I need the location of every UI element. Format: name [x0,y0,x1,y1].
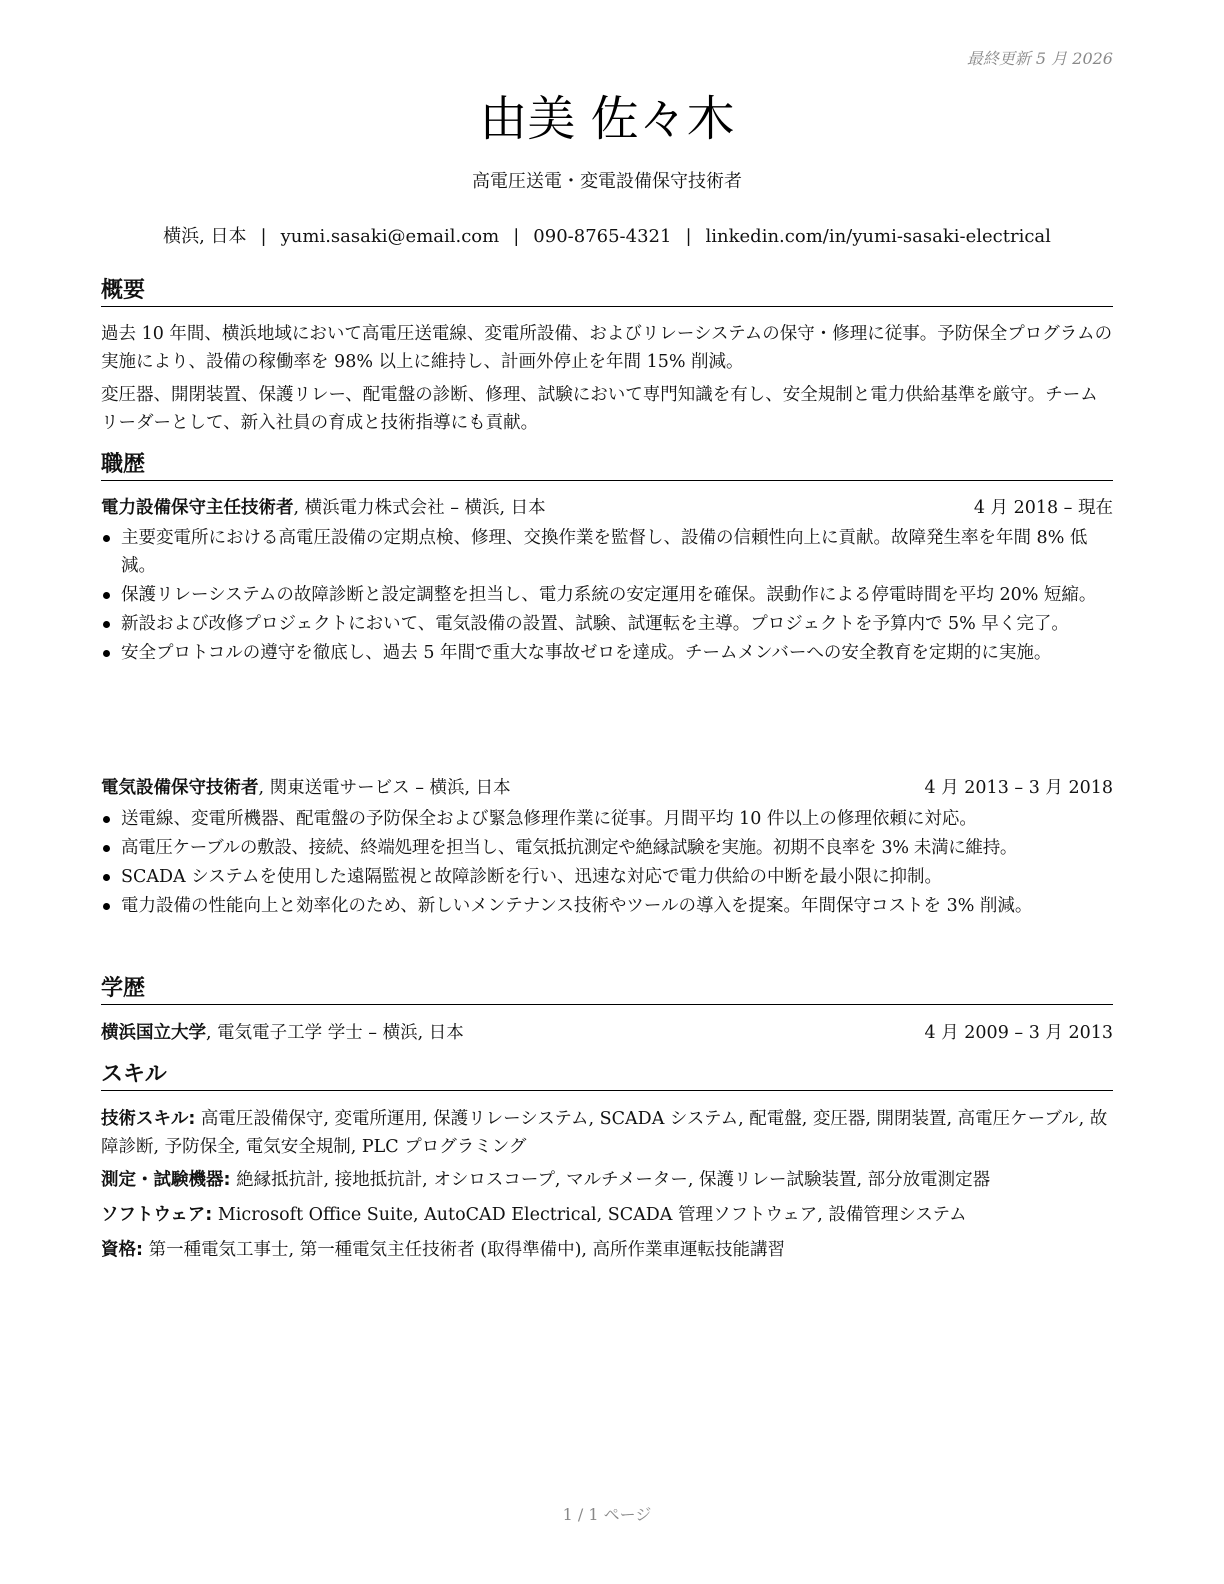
list-item: SCADA システムを使用した遠隔監視と故障診断を行い、迅速な対応で電力供給の中断を最小限に抑制。 [101,863,1113,891]
bullet-icon [103,816,110,823]
degree-info: , 電気電子工学 学士 – 横浜, 日本 [206,1023,464,1043]
bullet-icon [103,650,110,657]
summary-paragraph: 変圧器、開閉装置、保護リレー、配電盤の診断、修理、試験において専門知識を有し、安全規制と電力供給基準を厳守。チームリーダーとして、新入社員の育成と技術指導にも貢献。 [101,385,1098,433]
job-title: 電力設備保守主任技術者 [101,498,294,518]
bullet-icon [103,845,110,852]
contact-separator: | [685,226,692,247]
job-dates: 4 月 2018 – 現在 [973,498,1113,518]
skill-label: ソフトウェア: [101,1205,213,1225]
page-number: 1 / 1 ページ [562,1505,652,1524]
job-employer: , 横浜電力株式会社 – 横浜, 日本 [293,498,546,518]
contact-email[interactable]: yumi.sasaki@email.com [280,226,500,247]
job-dates: 4 月 2013 – 3 月 2018 [924,778,1113,798]
list-item: 新設および改修プロジェクトにおいて、電気設備の設置、試験、試運転を主導。プロジェクトを予算内で 5% 早く完了。 [101,610,1113,638]
skill-label: 測定・試験機器: [101,1170,231,1190]
job-title: 電気設備保守技術者 [101,778,259,798]
skill-label: 資格: [101,1240,143,1260]
skill-line [101,1166,1113,1194]
skill-value: Microsoft Office Suite, AutoCAD Electrical, SCADA 管理ソフトウェア, 設備管理システム [212,1205,967,1225]
contact-separator: | [260,226,267,247]
skill-line [101,1236,1113,1264]
skill-value: 高電圧設備保守, 変電所運用, 保護リレーシステム, SCADA システム, 配電盤, 変圧器, 開閉装置, 高電圧ケーブル, 故障診断, 予防保全, 電気安全規制, PLC プログラミング [101,1109,1108,1157]
bullet-icon [103,592,110,599]
skill-line [101,1105,1113,1161]
section-heading-summary: 概要 [101,277,1113,307]
job-header [101,774,1113,802]
school-name: 横浜国立大学 [101,1023,206,1043]
list-item: 主要変電所における高電圧設備の定期点検、修理、交換作業を監督し、設備の信頼性向上に貢献。故障発生率を年間 8% 低減。 [101,524,1113,580]
list-item: 送電線、変電所機器、配電盤の予防保全および緊急修理作業に従事。月間平均 10 件以上の修理依頼に対応。 [101,805,1113,833]
person-name: 由美 佐々木 [479,91,735,147]
job-employer: , 関東送電サービス – 横浜, 日本 [258,778,511,798]
job-bullets [101,524,1113,668]
bullet-icon [103,621,110,628]
skill-value: 第一種電気工事士, 第一種電気主任技術者 (取得準備中), 高所作業車運転技能講習 [143,1240,786,1260]
education-dates: 4 月 2009 – 3 月 2013 [924,1023,1113,1043]
bullet-icon [103,535,110,542]
education-entry [101,1019,1113,1047]
list-item: 保護リレーシステムの故障診断と設定調整を担当し、電力系統の安定運用を確保。誤動作による停電時間を平均 20% 短縮。 [101,581,1113,609]
contact-phone[interactable]: 090-8765-4321 [533,226,672,247]
bullet-icon [103,903,110,910]
contact-location: 横浜, 日本 [163,226,247,247]
skill-label: 技術スキル: [101,1109,196,1129]
bullet-icon [103,874,110,881]
section-heading-skills: スキル [101,1061,1113,1091]
section-heading-education: 学歴 [101,975,1113,1005]
job-title: 高電圧送電・変電設備保守技術者 [472,171,742,192]
list-item: 安全プロトコルの遵守を徹底し、過去 5 年間で重大な事故ゼロを達成。チームメンバーへの安全教育を定期的に実施。 [101,639,1113,667]
last-updated: 最終更新 5 月 2026 [966,49,1113,68]
job-header [101,494,1113,522]
contact-separator: | [513,226,520,247]
summary-paragraph: 過去 10 年間、横浜地域において高電圧送電線、変電所設備、およびリレーシステムの保守・修理に従事。予防保全プログラムの実施により、設備の稼働率を 98% 以上に維持し、計画外停止を年間 15% 削減。 [101,324,1113,372]
contact-linkedin[interactable]: linkedin.com/in/yumi-sasaki-electrical [705,226,1051,247]
job-bullets [101,805,1113,921]
list-item: 高電圧ケーブルの敷設、接続、終端処理を担当し、電気抵抗測定や絶縁試験を実施。初期不良率を 3% 未満に維持。 [101,834,1113,862]
skill-value: 絶縁抵抗計, 接地抵抗計, オシロスコープ, マルチメーター, 保護リレー試験装置, 部分放電測定器 [230,1170,991,1190]
list-item: 電力設備の性能向上と効率化のため、新しいメンテナンス技術やツールの導入を提案。年間保守コストを 3% 削減。 [101,892,1113,920]
skill-line [101,1201,1113,1229]
contact-line [101,225,1113,249]
resume-page [101,0,1113,1584]
section-heading-experience: 職歴 [101,451,1113,481]
